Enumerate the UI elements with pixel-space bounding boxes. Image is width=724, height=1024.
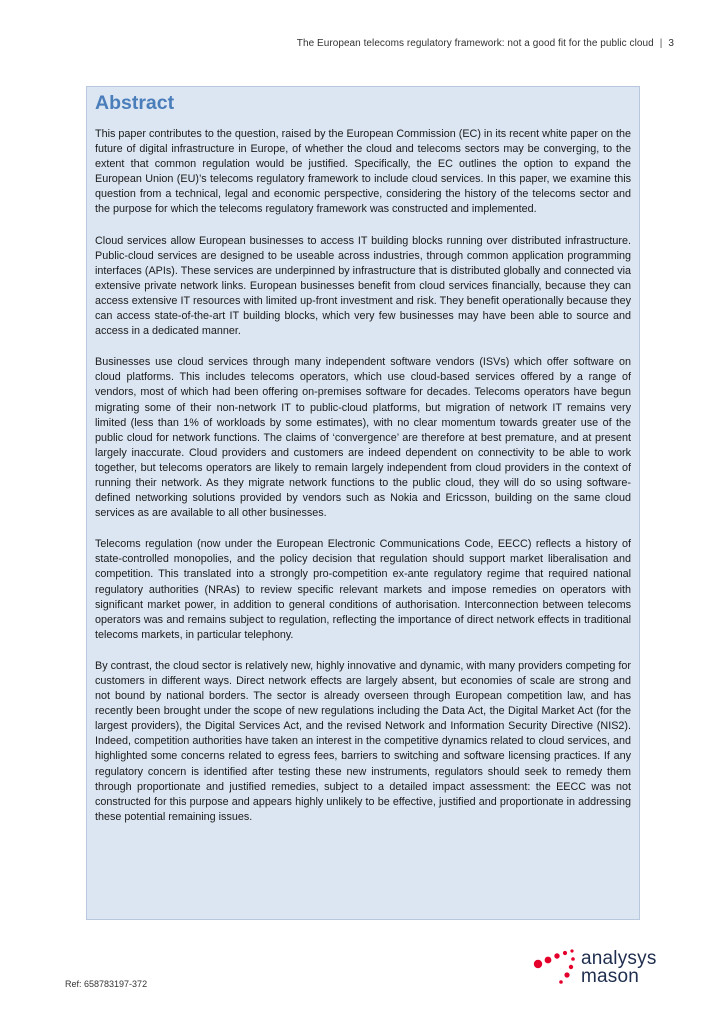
company-logo — [533, 947, 673, 993]
abstract-paragraph-5: By contrast, the cloud sector is relatively new, highly innovative and dynamic, with many providers competing for customers in different ways. Direct network effects are largely absent, but economies of scale are strong and not bound by national borders. The sector is already overseen through European competition law, and has recently been brought under the scope of new regulations including the Data Act, the Digital Market Act (for the largest providers), the Digital Services Act, and the revised Network and Information Security Directive (NIS2). Indeed, competition authorities have taken an interest in the competitive dynamics related to cloud services, and highlighted some concerns related to egress fees, barriers to switching and software licensing practices. If any regulatory concern is identified after testing these new instruments, regulators should seek to remedy them through proportionate and justified remedies, subject to a detailed impact assessment: the EECC was not constructed for this purpose and appears highly unlikely to be effective, justified and proportionate in addressing these potential remaining issues. — [95, 659, 631, 823]
document-reference: Ref: 658783197-372 — [65, 979, 148, 989]
logo-dots-icon — [533, 947, 581, 987]
abstract-box — [86, 86, 640, 920]
abstract-paragraph-1: This paper contributes to the question, raised by the European Commission (EC) in its recent white paper on the future of digital infrastructure in Europe, of whether the cloud and telecoms sectors may be converging, to the extent that common regulation would be justified. Specifically, the EC outlines the option to expand the European Union (EU)’s telecoms regulatory framework to include cloud services. In this paper, we examine this question from a technical, legal and economic perspective, considering the history of the telecoms sector and the purpose for which the telecoms regulatory framework was constructed and implemented. — [95, 128, 631, 216]
running-title: The European telecoms regulatory framework: not a good fit for the public cloud — [296, 38, 654, 49]
abstract-paragraph-4: Telecoms regulation (now under the European Electronic Communications Code, EECC) reflects a history of state-controlled monopolies, and the policy decision that regulation should support market liberalisation and competition. This translated into a strongly pro-competition ex-ante regulatory regime that required national regulatory authorities (NRAs) to review specific relevant markets and impose remedies on operators with significant market power, in addition to general conditions of authorisation. Interconnection between telecoms operators was and remains subject to regulation, reflecting the importance of direct network effects in traditional telecoms markets, in particular telephony. — [95, 538, 631, 641]
abstract-title: Abstract — [95, 92, 175, 114]
logo-line-2: mason — [581, 966, 640, 987]
page-number: 3 — [668, 38, 674, 49]
logo-wordmark — [581, 950, 657, 986]
logo-line-1: analysys — [581, 948, 657, 969]
header-separator: | — [659, 38, 663, 49]
abstract-body — [95, 127, 631, 825]
abstract-paragraph-3: Businesses use cloud services through many independent software vendors (ISVs) which offer software on cloud platforms. This includes telecoms operators, which use cloud-based services offered by a range of vendors, most of which had been offering on-premises software for decades. Telecoms operators have begun migrating some of their non-network IT to public-cloud platforms, but migration of network IT remains very limited (less than 1% of workloads by some estimates), with no clear momentum towards greater use of the public cloud for network functions. The claims of ‘convergence’ are therefore at best premature, and at present largely inaccurate. Cloud providers and customers are indeed dependent on connectivity to be able to work together, but telecoms operators are likely to remain largely independent from cloud providers in the context of running their network. As they migrate network functions to the public cloud, they will do so using software-defined networking solutions provided by vendors such as Nokia and Ericsson, building on the same cloud services as are available to all other businesses. — [95, 356, 631, 520]
running-header — [297, 38, 674, 49]
abstract-paragraph-2: Cloud services allow European businesses to access IT building blocks running over distributed infrastructure. Public-cloud services are designed to be useable across industries, through common application programming interfaces (APIs). These services are underpinned by infrastructure that is distributed globally and connected via extensive private network links. European businesses benefit from cloud services financially, because they can access extensive IT resources with limited up-front investment and risk. They benefit operationally because they can access state-of-the-art IT building blocks, which very few businesses may have been able to source and access in a dedicated manner. — [95, 234, 631, 338]
